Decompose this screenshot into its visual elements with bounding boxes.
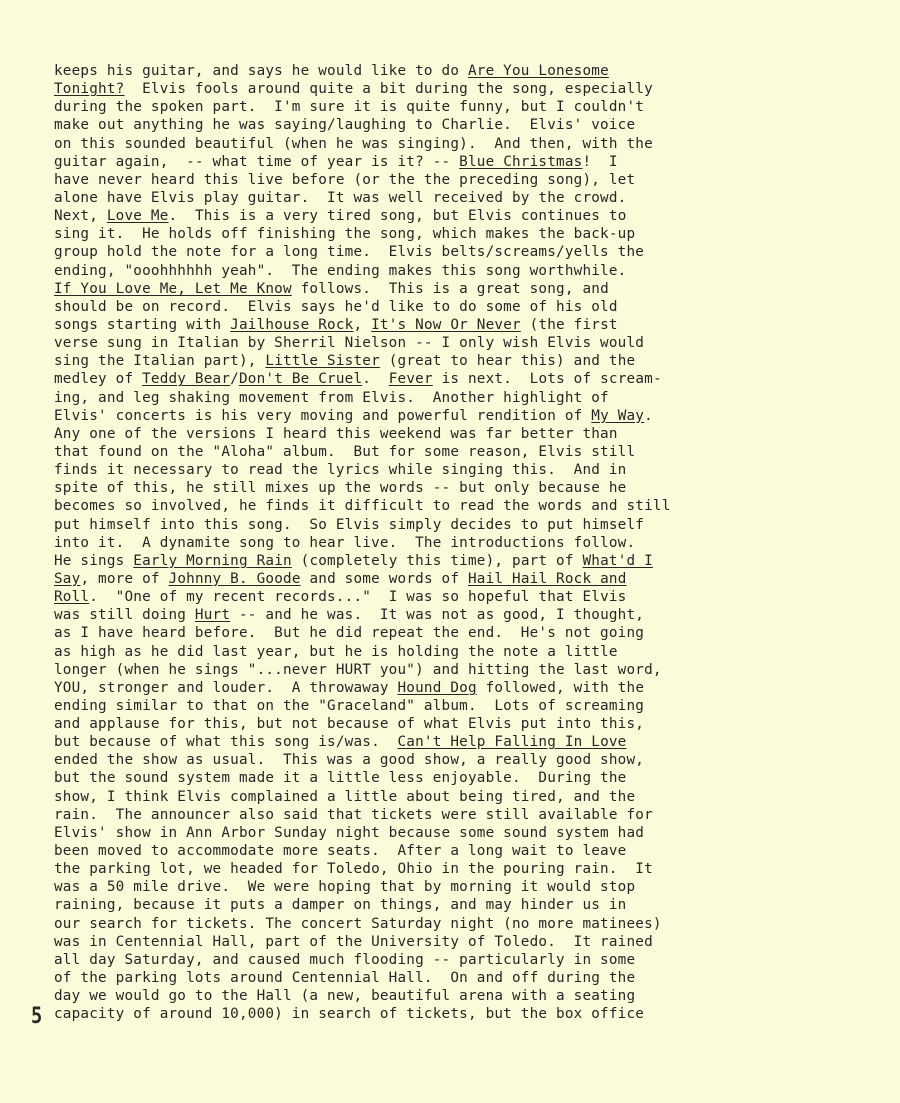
text-segment: songs starting with xyxy=(54,316,231,333)
text-segment: ending, "ooohhhhhh yeah". The ending makes this song worthwhile. xyxy=(54,262,627,279)
text-line xyxy=(54,624,834,642)
song-title: Say xyxy=(54,570,81,587)
text-segment: He sings xyxy=(54,552,134,569)
text-line xyxy=(54,80,834,98)
text-segment: Any one of the versions I heard this weekend was far better than xyxy=(54,425,618,442)
text-segment: as I have heard before. But he did repeat the end. He's not going xyxy=(54,625,645,642)
text-line xyxy=(54,842,834,860)
song-title: Are You Lonesome xyxy=(467,63,609,79)
text-line xyxy=(54,860,834,878)
text-segment: should be on record. Elvis says he'd like to do some of his old xyxy=(54,298,618,315)
song-title: Little Sister xyxy=(265,353,380,370)
song-title: It's Now Or Never xyxy=(371,316,521,333)
text-segment: -- and he was. It was not as good, I thought, xyxy=(230,607,645,624)
text-segment: the parking lot, we headed for Toledo, Ohio in the pouring rain. It xyxy=(54,861,653,878)
text-segment: Next, xyxy=(54,208,107,225)
text-segment: , xyxy=(353,316,372,333)
text-segment: all day Saturday, and caused much flooding -- particularly in some xyxy=(54,951,636,968)
text-line xyxy=(54,933,834,951)
text-line xyxy=(54,316,834,334)
text-segment: of the parking lots around Centennial Hall. On and off during the xyxy=(54,970,636,987)
text-line xyxy=(54,679,834,697)
text-line xyxy=(54,425,834,443)
text-segment: been moved to accommodate more seats. After a long wait to leave xyxy=(54,843,627,860)
text-segment: make out anything he was saying/laughing to Charlie. Elvis' voice xyxy=(54,117,636,134)
text-line xyxy=(54,769,834,787)
text-line xyxy=(54,697,834,715)
text-segment: and some words of xyxy=(300,570,468,587)
text-segment: verse sung in Italian by Sherril Nielson -- I only wish Elvis would xyxy=(54,335,645,352)
text-line xyxy=(54,915,834,933)
text-segment: follows. This is a great song, and xyxy=(291,280,609,297)
text-segment: Elvis' concerts is his very moving and powerful rendition of xyxy=(54,407,592,424)
text-line xyxy=(54,407,834,425)
text-segment: was in Centennial Hall, part of the University of Toledo. It rained xyxy=(54,933,653,950)
text-segment: was still doing xyxy=(54,607,195,624)
text-segment: ! I xyxy=(582,153,618,170)
text-segment: . xyxy=(362,371,389,388)
song-title: If You Love Me, Let Me Know xyxy=(54,280,292,297)
text-line xyxy=(54,298,834,316)
text-line xyxy=(54,153,834,171)
text-segment: and applause for this, but not because of what Elvis put into this, xyxy=(54,716,645,733)
text-line xyxy=(54,243,834,261)
text-segment: raining, because it puts a damper on things, and may hinder us in xyxy=(54,897,627,914)
text-line xyxy=(54,479,834,497)
text-segment: but because of what this song is/was. xyxy=(54,734,398,751)
song-title: Hurt xyxy=(194,607,231,624)
text-line xyxy=(54,334,834,352)
text-line xyxy=(54,570,834,588)
text-line xyxy=(54,171,834,189)
text-line xyxy=(54,878,834,896)
text-segment: / xyxy=(230,371,239,388)
text-line xyxy=(54,280,834,298)
song-title: Can't Help Falling In Love xyxy=(397,734,627,751)
text-line xyxy=(54,62,834,80)
text-line xyxy=(54,516,834,534)
text-line xyxy=(54,461,834,479)
song-title: Jailhouse Rock xyxy=(230,316,354,333)
text-segment: into it. A dynamite song to hear live. The introductions follow. xyxy=(54,534,636,551)
text-line xyxy=(54,370,834,388)
text-segment: day we would go to the Hall (a new, beautiful arena with a seating xyxy=(54,988,636,1005)
text-line xyxy=(54,552,834,570)
song-title: Hail Hail Rock and xyxy=(467,570,627,587)
text-segment: keeps his guitar, and says he would like to do xyxy=(54,63,468,79)
text-segment: is next. Lots of scream- xyxy=(432,371,662,388)
text-line xyxy=(54,135,834,153)
page-number: 5 xyxy=(31,1004,43,1029)
text-segment: show, I think Elvis complained a little about being tired, and the xyxy=(54,788,636,805)
text-line xyxy=(54,788,834,806)
text-segment: rain. The announcer also said that tickets were still available for xyxy=(54,806,653,823)
text-segment: (completely this time), part of xyxy=(291,552,583,569)
text-segment: becomes so involved, he finds it difficult to read the words and still xyxy=(54,498,671,515)
text-segment: capacity of around 10,000) in search of tickets, but the box office xyxy=(54,1006,645,1023)
song-title: Love Me xyxy=(106,208,169,225)
text-segment: (the first xyxy=(520,316,618,333)
text-line xyxy=(54,262,834,280)
text-line xyxy=(54,969,834,987)
text-segment: Elvis fools around quite a bit during the song, especially xyxy=(124,81,653,98)
text-line xyxy=(54,987,834,1005)
body-text xyxy=(54,62,834,1023)
text-line xyxy=(54,824,834,842)
text-segment: was a 50 mile drive. We were hoping that by morning it would stop xyxy=(54,879,636,896)
text-line xyxy=(54,806,834,824)
text-segment: ended the show as usual. This was a good show, a really good show, xyxy=(54,752,645,769)
text-segment: during the spoken part. I'm sure it is quite funny, but I couldn't xyxy=(54,99,645,116)
song-title: Fever xyxy=(388,371,433,388)
text-segment: . xyxy=(644,407,653,424)
text-segment: but the sound system made it a little less enjoyable. During the xyxy=(54,770,627,787)
text-segment: spite of this, he still mixes up the words -- but only because he xyxy=(54,480,627,497)
text-line xyxy=(54,606,834,624)
text-line xyxy=(54,896,834,914)
song-title: Early Morning Rain xyxy=(133,552,292,569)
text-line xyxy=(54,751,834,769)
text-segment: that found on the "Aloha" album. But for some reason, Elvis still xyxy=(54,443,636,460)
text-segment: sing it. He holds off finishing the song, which makes the back-up xyxy=(54,226,636,243)
text-segment: our search for tickets. The concert Saturday night (no more matinees) xyxy=(54,915,662,932)
text-line xyxy=(54,1005,834,1023)
text-line xyxy=(54,588,834,606)
text-line xyxy=(54,389,834,407)
text-line xyxy=(54,352,834,370)
text-line xyxy=(54,534,834,552)
text-segment: , more of xyxy=(80,570,169,587)
text-segment: group hold the note for a long time. Elvis belts/screams/yells the xyxy=(54,244,645,261)
text-segment: medley of xyxy=(54,371,143,388)
text-segment: put himself into this song. So Elvis simply decides to put himself xyxy=(54,516,645,533)
text-line xyxy=(54,189,834,207)
song-title: Tonight? xyxy=(54,81,125,98)
song-title: Hound Dog xyxy=(397,679,477,696)
text-segment: . This is a very tired song, but Elvis continues to xyxy=(168,208,627,225)
text-line xyxy=(54,733,834,751)
text-segment: YOU, stronger and louder. A throwaway xyxy=(54,679,398,696)
text-segment: have never heard this live before (or the the preceding song), let xyxy=(54,171,636,188)
text-segment: guitar again, -- what time of year is it? -- xyxy=(54,153,460,170)
song-title: What'd I xyxy=(582,552,653,569)
text-segment: ending similar to that on the "Graceland" album. Lots of screaming xyxy=(54,697,645,714)
text-segment: as high as he did last year, but he is holding the note a little xyxy=(54,643,618,660)
text-line xyxy=(54,443,834,461)
text-line xyxy=(54,643,834,661)
song-title: Johnny B. Goode xyxy=(168,570,301,587)
text-segment: (great to hear this) and the xyxy=(379,353,636,370)
text-segment: . "One of my recent records..." I was so hopeful that Elvis xyxy=(89,589,627,606)
text-segment: sing the Italian part), xyxy=(54,353,266,370)
text-segment: ing, and leg shaking movement from Elvis. Another highlight of xyxy=(54,389,609,406)
text-segment: alone have Elvis play guitar. It was well received by the crowd. xyxy=(54,189,627,206)
text-line xyxy=(54,951,834,969)
song-title: Blue Christmas xyxy=(459,153,583,170)
text-segment: on this sounded beautiful (when he was singing). And then, with the xyxy=(54,135,653,152)
text-line xyxy=(54,225,834,243)
song-title: Teddy Bear xyxy=(142,371,231,388)
text-line xyxy=(54,98,834,116)
text-segment: longer (when he sings "...never HURT you") and hitting the last word, xyxy=(54,661,662,678)
text-line xyxy=(54,207,834,225)
song-title: Don't Be Cruel xyxy=(238,371,363,388)
text-line xyxy=(54,116,834,134)
text-line xyxy=(54,661,834,679)
text-segment: followed, with the xyxy=(476,679,645,696)
song-title: Roll xyxy=(54,589,90,606)
text-line xyxy=(54,715,834,733)
text-line xyxy=(54,497,834,515)
song-title: My Way xyxy=(591,407,645,424)
text-segment: finds it necessary to read the lyrics while singing this. And in xyxy=(54,462,627,479)
text-segment: Elvis' show in Ann Arbor Sunday night because some sound system had xyxy=(54,824,645,841)
